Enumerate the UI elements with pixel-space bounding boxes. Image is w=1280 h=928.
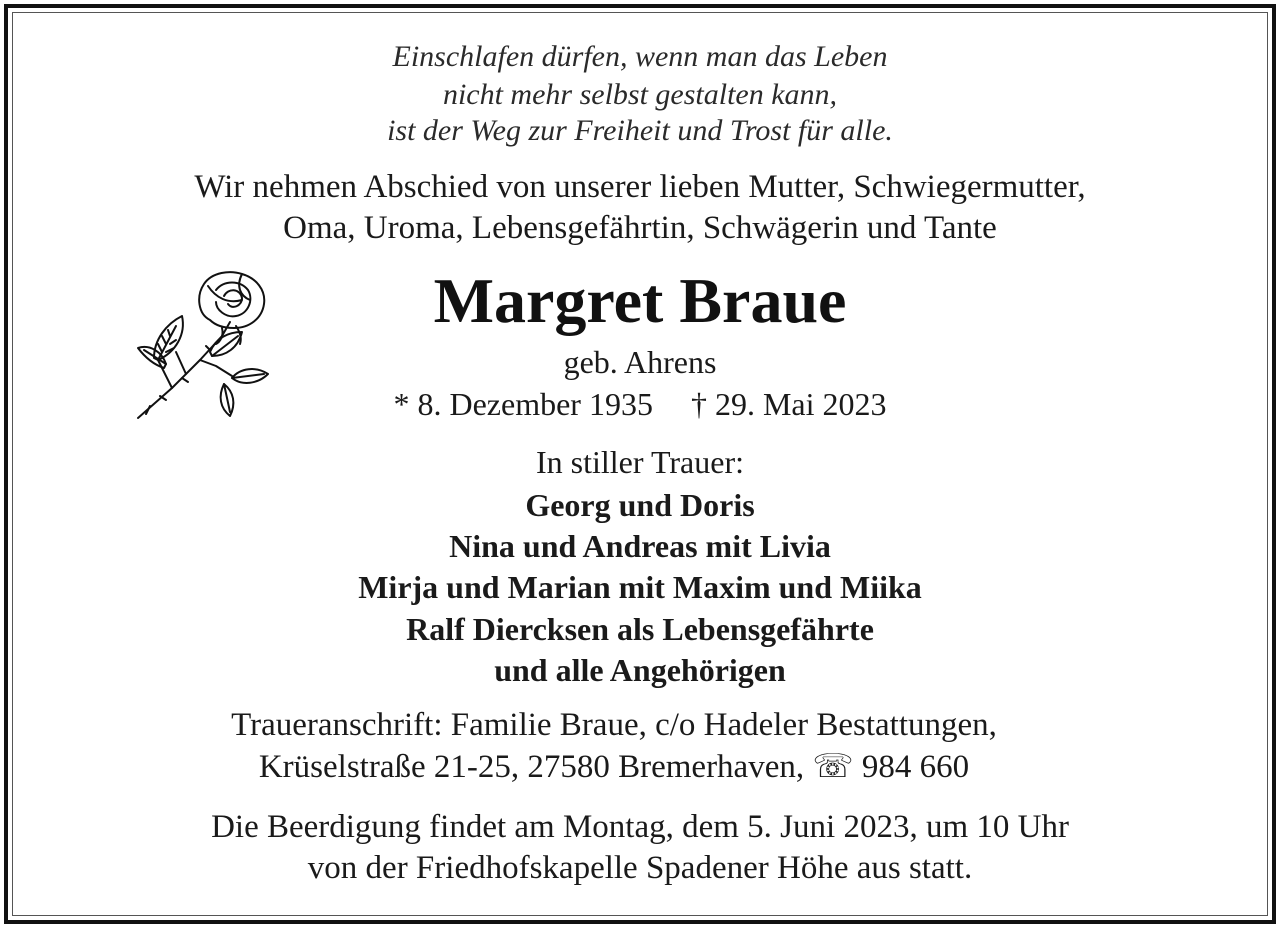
address-line-2 <box>0 746 1254 788</box>
phone-number: 984 660 <box>861 749 970 785</box>
life-dates <box>0 384 1280 424</box>
mourner-line: und alle Angehörigen <box>494 652 786 688</box>
maiden-name: geb. Ahrens <box>563 344 717 380</box>
death-symbol: † <box>690 386 707 422</box>
mourner-line: Nina und Andreas mit Livia <box>449 528 831 564</box>
mourner-line: Georg und Doris <box>525 487 755 523</box>
motto-line-2: nicht mehr selbst gestalten kann, <box>442 78 838 111</box>
funeral-line-1: Die Beerdigung findet am Montag, dem 5. Juni 2023, um 10 Uhr <box>211 809 1069 845</box>
birth-symbol: * <box>393 386 410 422</box>
funeral-line-2: von der Friedhofskapelle Spadener Höhe aus statt. <box>307 850 973 886</box>
birth-date: 8. Dezember 1935 <box>417 386 653 422</box>
motto-line-1: Einschlafen dürfen, wenn man das Leben <box>392 40 888 73</box>
death-date: 29. Mai 2023 <box>714 386 887 422</box>
mourner-line: Ralf Diercksen als Lebensgefährte <box>406 611 874 647</box>
mourning-label: In stiller Trauer: <box>536 444 744 480</box>
address-line-1: Traueranschrift: Familie Braue, c/o Hadeler Bestattungen, <box>231 707 997 743</box>
deceased-name: Margret Braue <box>433 265 847 336</box>
phone-icon: ☏ <box>812 749 854 785</box>
intro-line-2: Oma, Uroma, Lebensgefährtin, Schwägerin und Tante <box>283 210 997 246</box>
motto-line-3: ist der Weg zur Freiheit und Trost für alle. <box>387 114 893 147</box>
address-street: Krüselstraße 21-25, 27580 Bremerhaven, <box>258 749 805 785</box>
mourner-line: Mirja und Marian mit Maxim und Miika <box>358 569 922 605</box>
intro-line-1: Wir nehmen Abschied von unserer lieben Mutter, Schwiegermutter, <box>194 169 1086 205</box>
